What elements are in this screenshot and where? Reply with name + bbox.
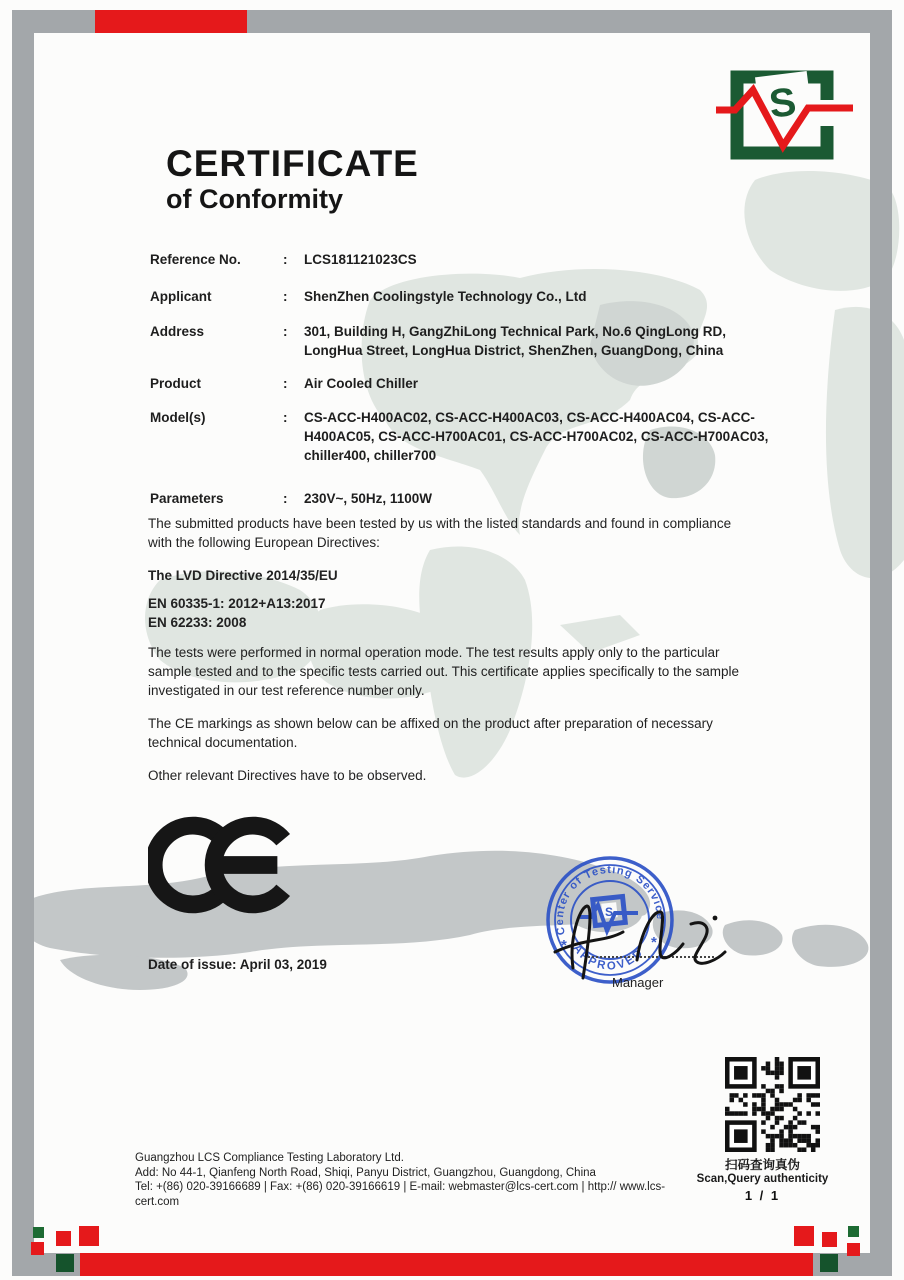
deco-square-green-small-left (33, 1227, 44, 1238)
field-label: Model(s) (150, 410, 206, 425)
footer-contacts: Tel: +(86) 020-39166689 | Fax: +(86) 020-39166619 | E-mail: webmaster@lcs-cert.com | http:// www.lcs-cert.com (135, 1181, 666, 1208)
field-value: 301, Building H, GangZhiLong Technical Park, No.6 QingLong RD, LongHua Street, LongHua District, ShenZhen, GuangDong, China (304, 324, 727, 358)
ce-mark (148, 813, 298, 917)
other-directives-paragraph: Other relevant Directives have to be observed. (148, 768, 427, 783)
certificate-title: CERTIFICATE (166, 143, 419, 184)
deco-square-red-med-left (56, 1231, 71, 1246)
field-label: Applicant (150, 289, 212, 304)
ce-markings-paragraph: The CE markings as shown below can be affixed on the product after preparation of necessary technical documentation. (148, 716, 713, 750)
stamp-approved-text: APPROVED (570, 942, 647, 973)
deco-square-green-med-left (56, 1254, 74, 1272)
footer-company: Guangzhou LCS Compliance Testing Laboratory Ltd. (135, 1152, 404, 1164)
field-label: Product (150, 376, 202, 391)
signature (545, 890, 730, 985)
deco-square-red-small-left (31, 1242, 44, 1255)
standard-line-1: EN 60335-1: 2012+A13:2017 (148, 596, 326, 611)
field-colon: : (283, 252, 288, 267)
field-colon: : (283, 491, 288, 506)
lcs-logo-icon (703, 60, 863, 172)
qr-caption-en: Scan,Query authenticity (696, 1173, 829, 1185)
logo-monogram: S (766, 79, 799, 127)
lvd-directive-line: The LVD Directive 2014/35/EU (148, 568, 338, 583)
deco-square-red-med-right (822, 1232, 837, 1247)
deco-square-green-med-right (820, 1254, 838, 1272)
field-label: Parameters (150, 491, 224, 506)
field-reference (150, 250, 790, 269)
standard-line-2: EN 62233: 2008 (148, 615, 247, 630)
deco-square-green-small-right (848, 1226, 859, 1237)
field-colon: : (283, 410, 288, 425)
qr-caption-zh: 扫码查询真伪 (724, 1158, 800, 1172)
title-block (166, 144, 419, 214)
field-colon: : (283, 289, 288, 304)
stamp-star-right: * (651, 934, 657, 951)
field-value: ShenZhen Coolingstyle Technology Co., Ltd (304, 289, 587, 304)
field-product (150, 374, 790, 393)
frame-top-red-segment (95, 10, 247, 33)
field-value: LCS181121023CS (304, 252, 417, 267)
footer-block (135, 1151, 705, 1209)
footer-address: Add: No 44-1, Qianfeng North Road, Shiqi, Panyu District, Guangzhou, Guangdong, China (135, 1166, 596, 1179)
field-models (150, 408, 790, 465)
page-number: 1 / 1 (744, 1188, 781, 1203)
logo-c-notch (815, 100, 837, 126)
field-label: Reference No. (150, 252, 241, 267)
field-value: 230V~, 50Hz, 1100W (304, 491, 432, 506)
tests-paragraph: The tests were performed in normal operation mode. The test results apply only to the particular sample tested and to the specific tests carried out. This certificate applies specifically to the sample investigated in our test reference number only. (148, 645, 740, 698)
deco-square-red-small-right (847, 1243, 860, 1256)
frame-bottom-red-segment (80, 1253, 813, 1276)
field-value: CS-ACC-H400AC02, CS-ACC-H400AC03, CS-ACC-H400AC04, CS-ACC-H400AC05, CS-ACC-H700AC01, CS-ACC-H700AC02, CS-ACC-H700AC03, chiller400, chiller700 (304, 410, 769, 463)
field-parameters (150, 489, 790, 508)
stamp-star-left: * (561, 937, 567, 954)
field-value: Air Cooled Chiller (304, 376, 419, 391)
frame-left (12, 10, 34, 1275)
field-applicant (150, 287, 790, 306)
stamp-monogram: S (605, 905, 614, 919)
field-colon: : (283, 324, 288, 339)
certificate-subtitle: of Conformity (166, 184, 343, 214)
field-label: Address (150, 324, 205, 339)
stamp-ring-text: Center of Testing Service (553, 864, 667, 937)
frame-right (870, 10, 892, 1275)
qr-code-icon (725, 1057, 820, 1152)
field-address (150, 322, 790, 360)
body-text (148, 514, 748, 799)
field-colon: : (283, 376, 288, 391)
deco-square-red-big-right (794, 1226, 814, 1246)
intro-paragraph: The submitted products have been tested by us with the listed standards and found in compliance with the following European Directives: (148, 516, 732, 550)
date-of-issue: Date of issue: April 03, 2019 (148, 957, 327, 972)
deco-square-red-big-left (79, 1226, 99, 1246)
signer-title: Manager (612, 975, 664, 990)
qr-caption-block (695, 1155, 830, 1203)
